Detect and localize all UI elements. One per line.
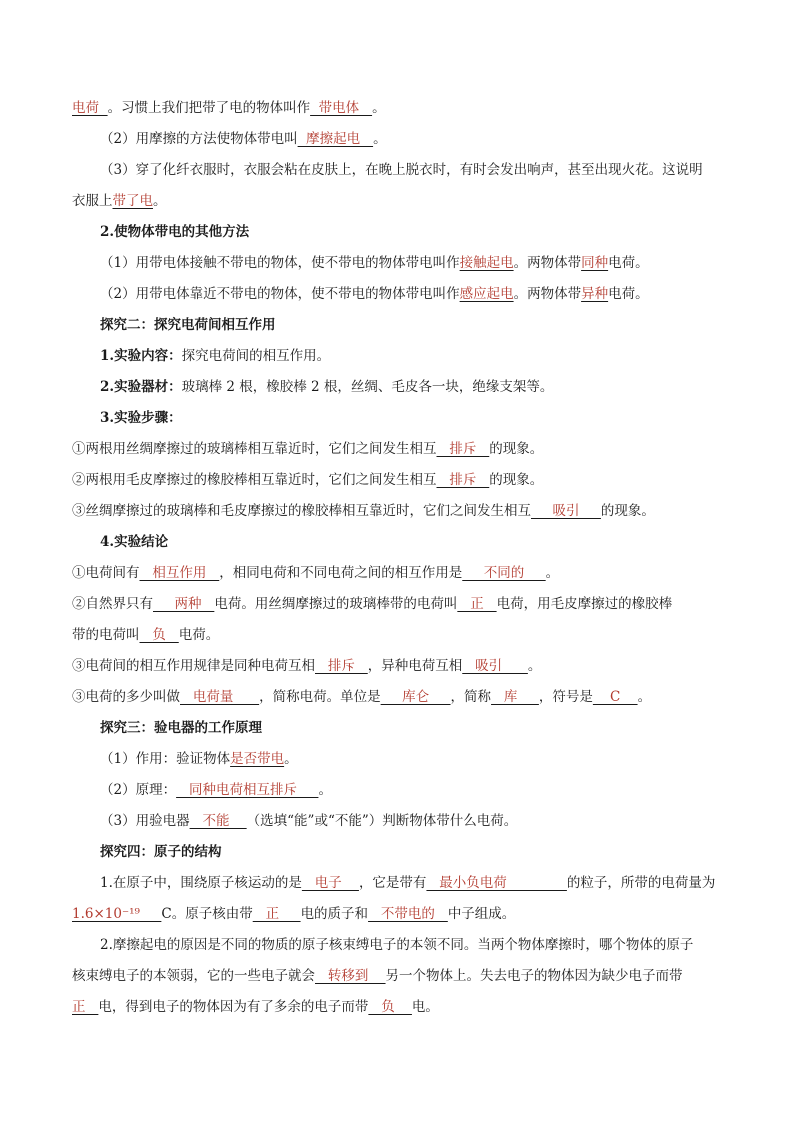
text-line (72, 563, 732, 583)
text-line (72, 904, 732, 924)
answer-blank: 正 (72, 999, 99, 1015)
text-segment: 的现象。 (600, 503, 655, 519)
text-segment: 带的电荷叫 (72, 627, 140, 643)
text-line (72, 811, 732, 831)
text-segment: （3）穿了化纤衣服时，衣服会粘在皮肤上，在晚上脱衣时，有时会发出响声，甚至出现火花。这说明 (100, 162, 703, 178)
text-segment: ，符号是 (538, 689, 593, 705)
text-segment: 1.实验内容： (100, 348, 182, 364)
text-segment: （2）用带电体靠近不带电的物体，使不带电的物体带电叫作 (100, 286, 460, 302)
answer-blank: 吸引 (531, 503, 601, 519)
text-segment: ③电荷间的相互作用规律是同种电荷互相 (72, 658, 315, 674)
text-line (72, 346, 732, 366)
answer-blank: 接触起电 (459, 255, 514, 271)
text-segment: 电，得到电子的物体因为有了多余的电子而带 (98, 999, 369, 1015)
text-segment: 电荷。 (608, 255, 649, 271)
answer-blank: 相互作用 (139, 565, 220, 581)
text-segment: （选填“能”或“不能”）判断物体带什么电荷。 (246, 813, 518, 829)
text-line (72, 532, 732, 552)
text-line (72, 222, 732, 242)
text-segment: 电荷，用毛皮摩擦过的橡胶棒 (496, 596, 673, 612)
text-segment: 。 (545, 565, 560, 581)
text-line (72, 873, 732, 893)
text-segment: 。 (318, 782, 332, 798)
text-segment: ，它是带有 (358, 875, 427, 891)
text-segment: ②两根用毛皮摩擦过的橡胶棒相互靠近时，它们之间发生相互 (72, 472, 437, 488)
text-segment: 2.实验器材： (100, 379, 182, 395)
text-segment: 电。 (411, 999, 439, 1015)
answer-blank: 同种 (581, 255, 609, 271)
text-segment: 4.实验结论 (100, 534, 169, 550)
answer-blank: 电荷 (72, 100, 108, 116)
text-segment: 。两物体带 (513, 286, 582, 302)
text-segment: 核束缚电子的本领弱，它的一些电子就会 (72, 968, 315, 984)
text-segment: 3.实验步骤： (100, 410, 182, 426)
text-line (72, 935, 732, 955)
text-segment: 中子组成。 (447, 906, 516, 922)
answer-blank: 不同的 (462, 565, 546, 581)
text-line (72, 749, 732, 769)
answer-blank: 两种 (153, 596, 215, 612)
answer-blank: 电荷量 (180, 689, 260, 705)
text-segment: 的现象。 (489, 441, 544, 457)
text-segment: ①电荷间有 (72, 565, 140, 581)
answer-blank: 是否带电 (230, 751, 285, 767)
text-line (72, 470, 732, 490)
text-line (72, 718, 732, 738)
text-segment: ①两根用丝绸摩擦过的玻璃棒相互靠近时，它们之间发生相互 (72, 441, 437, 457)
text-segment: ，异种电荷互相 (367, 658, 463, 674)
text-segment: 。 (284, 751, 298, 767)
answer-blank: 排斥 (436, 441, 490, 457)
answer-blank: 电子 (301, 875, 359, 891)
text-segment: （1）用带电体接触不带电的物体，使不带电的物体带电叫作 (100, 255, 460, 271)
answer-blank: 正 (252, 906, 301, 922)
answer-blank: 异种 (581, 286, 609, 302)
answer-blank: 正 (457, 596, 497, 612)
text-segment: 探究二：探究电荷间相互作用 (100, 317, 276, 333)
answer-blank: 最小负电荷 (426, 875, 567, 891)
text-line (72, 842, 732, 862)
text-line (72, 129, 732, 149)
text-segment: 。 (153, 193, 167, 209)
answer-blank: 库仑 (380, 689, 451, 705)
text-segment: 1.在原子中，围绕原子核运动的是 (100, 875, 302, 891)
text-line (72, 656, 732, 676)
text-segment: 电荷。 (178, 627, 220, 643)
answer-blank: 摩擦起电 (297, 131, 374, 147)
text-line (72, 966, 732, 986)
text-segment: 。 (637, 689, 652, 705)
text-line (72, 780, 732, 800)
text-segment: 探究电荷间的相互作用。 (181, 348, 331, 364)
answer-blank: 负 (368, 999, 412, 1015)
text-segment: 。两物体带 (513, 255, 582, 271)
answer-blank: 库 (491, 689, 539, 705)
answer-blank: 不带电的 (368, 906, 448, 922)
text-segment: （3）用验电器 (100, 813, 190, 829)
text-line (72, 594, 732, 614)
text-segment: ，相同电荷和不同电荷之间的相互作用是 (219, 565, 463, 581)
text-line (72, 315, 732, 335)
text-segment: 。习惯上我们把带了电的物体叫作 (107, 100, 311, 116)
answer-blank: 同种电荷相互排斥 (176, 782, 319, 798)
answer-blank: 吸引 (462, 658, 528, 674)
text-line (72, 439, 732, 459)
document-page (72, 98, 732, 1028)
text-line (72, 408, 732, 428)
answer-blank: 不能 (189, 813, 247, 829)
answer-blank: C (592, 689, 638, 705)
answer-blank: 排斥 (436, 472, 490, 488)
answer-blank: 感应起电 (459, 286, 514, 302)
text-segment: C。原子核由带 (161, 906, 253, 922)
answer-blank: 带电体 (310, 100, 373, 116)
text-segment: 的粒子，所带的电荷量为 (566, 875, 716, 891)
text-segment: 。 (372, 100, 386, 116)
text-segment: ②自然界只有 (72, 596, 153, 612)
text-segment: （2）原理： (100, 782, 177, 798)
text-segment: 。 (373, 131, 387, 147)
answer-blank: 排斥 (315, 658, 368, 674)
text-line (72, 160, 732, 180)
text-segment: 2.使物体带电的其他方法 (100, 224, 250, 240)
text-segment: ③丝绸摩擦过的玻璃棒和毛皮摩擦过的橡胶棒相互靠近时，它们之间发生相互 (72, 503, 531, 519)
text-segment: 2.摩擦起电的原因是不同的物质的原子核束缚电子的本领不同。当两个物体摩擦时，哪个物体的原子 (100, 937, 694, 953)
text-segment: 另一个物体上。失去电子的物体因为缺少电子而带 (385, 968, 683, 984)
text-segment: 的现象。 (489, 472, 544, 488)
text-line (72, 997, 732, 1017)
answer-blank: 带了电 (112, 193, 153, 209)
text-segment: ③电荷的多少叫做 (72, 689, 180, 705)
text-segment: 电荷。 (608, 286, 649, 302)
text-line (72, 625, 732, 645)
answer-blank: 负 (139, 627, 179, 643)
text-line (72, 253, 732, 273)
text-line (72, 501, 732, 521)
text-line (72, 98, 732, 118)
text-segment: 探究三：验电器的工作原理 (100, 720, 262, 736)
text-line (72, 687, 732, 707)
text-segment: ，简称电荷。单位是 (259, 689, 381, 705)
text-segment: 电的质子和 (300, 906, 369, 922)
text-line (72, 191, 732, 211)
text-segment: 电荷。用丝绸摩擦过的玻璃棒带的电荷叫 (214, 596, 458, 612)
text-segment: ，简称 (450, 689, 492, 705)
text-line (72, 377, 732, 397)
text-segment: （2）用摩擦的方法使物体带电叫 (100, 131, 298, 147)
answer-blank: 转移到 (315, 968, 386, 984)
text-segment: 玻璃棒 2 根，橡胶棒 2 根，丝绸、毛皮各一块，绝缘支架等。 (181, 379, 554, 395)
answer-blank: 1.6×10⁻¹⁹ (72, 906, 162, 922)
text-segment: 。 (527, 658, 542, 674)
text-segment: 探究四：原子的结构 (100, 844, 222, 860)
text-segment: 衣服上 (72, 193, 113, 209)
text-segment: （1）作用：验证物体 (100, 751, 231, 767)
text-line (72, 284, 732, 304)
